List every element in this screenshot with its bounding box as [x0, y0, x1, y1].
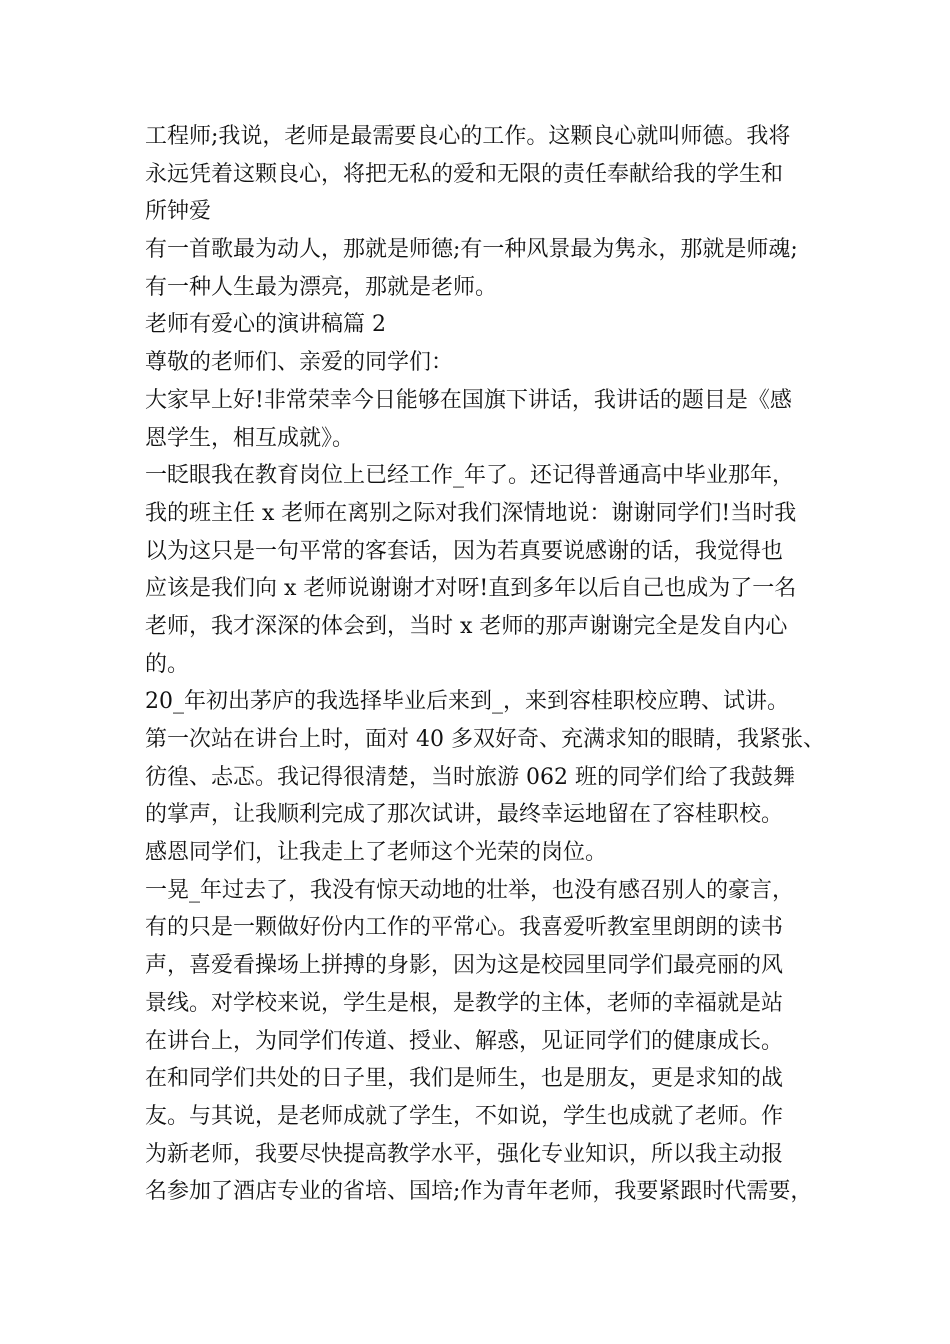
text-line: 的掌声，让我顺利完成了那次试讲，最终幸运地留在了容桂职校。 — [145, 802, 784, 828]
text-line: 应该是我们向 x 老师说谢谢才对呀!直到多年以后自己也成为了一名 — [145, 576, 797, 602]
text-line: 在讲台上，为同学们传道、授业、解惑，见证同学们的健康成长。 — [145, 1028, 784, 1054]
text-line: 我的班主任 x 老师在离别之际对我们深情地说：谢谢同学们!当时我 — [145, 500, 797, 526]
text-line: 工程师;我说，老师是最需要良心的工作。这颗良心就叫师德。我将 — [145, 124, 791, 149]
text-line: 大家早上好!非常荣幸今日能够在国旗下讲话，我讲话的题目是《感 — [145, 387, 792, 413]
text-line: 以为这只是一句平常的客套话，因为若真要说感谢的话，我觉得也 — [145, 538, 784, 564]
text-line: 永远凭着这颗良心，将把无私的爱和无限的责任奉献给我的学生和 — [145, 161, 784, 187]
text-line: 有一种人生最为漂亮，那就是老师。 — [145, 274, 498, 300]
text-line: 名参加了酒店专业的省培、国培;作为青年老师，我要紧跟时代需要， — [145, 1179, 813, 1205]
salutation: 尊敬的老师们、亲爱的同学们： — [145, 350, 454, 376]
text-line: 景线。对学校来说，学生是根，是教学的主体，老师的幸福就是站 — [145, 990, 784, 1016]
text-line: 一晃_年过去了，我没有惊天动地的壮举，也没有感召别人的豪言， — [145, 877, 795, 903]
text-line: 为新老师，我要尽快提高教学水平，强化专业知识，所以我主动报 — [145, 1141, 784, 1167]
text-line: 感恩同学们，让我走上了老师这个光荣的岗位。 — [145, 840, 608, 866]
section-heading: 老师有爱心的演讲稿篇 2 — [145, 312, 386, 338]
text-line: 所钟爱 — [145, 199, 212, 225]
text-line: 20_年初出茅庐的我选择毕业后来到_，来到容桂职校应聘、试讲。 — [145, 689, 789, 715]
text-line: 在和同学们共处的日子里，我们是师生，也是朋友，更是求知的战 — [145, 1066, 784, 1092]
text-line: 老师，我才深深的体会到，当时 x 老师的那声谢谢完全是发自内心 — [145, 613, 788, 639]
text-line: 恩学生，相互成就》。 — [145, 425, 355, 451]
document-body — [145, 118, 835, 1211]
text-line: 第一次站在讲台上时，面对 40 多双好奇、充满求知的眼睛，我紧张、 — [145, 727, 825, 752]
text-line: 一眨眼我在教育岗位上已经工作_年了。还记得普通高中毕业那年， — [145, 463, 795, 489]
text-line: 有的只是一颗做好份内工作的平常心。我喜爱听教室里朗朗的读书 — [145, 915, 784, 941]
text-line: 友。与其说，是老师成就了学生，不如说，学生也成就了老师。作 — [145, 1103, 784, 1129]
text-line: 声，喜爱看操场上拼搏的身影，因为这是校园里同学们最亮丽的风 — [145, 953, 784, 979]
text-line: 彷徨、忐忑。我记得很清楚，当时旅游 062 班的同学们给了我鼓舞 — [145, 764, 795, 790]
text-line: 的。 — [145, 651, 190, 677]
text-line: 有一首歌最为动人，那就是师德;有一种风景最为隽永，那就是师魂; — [145, 237, 798, 263]
